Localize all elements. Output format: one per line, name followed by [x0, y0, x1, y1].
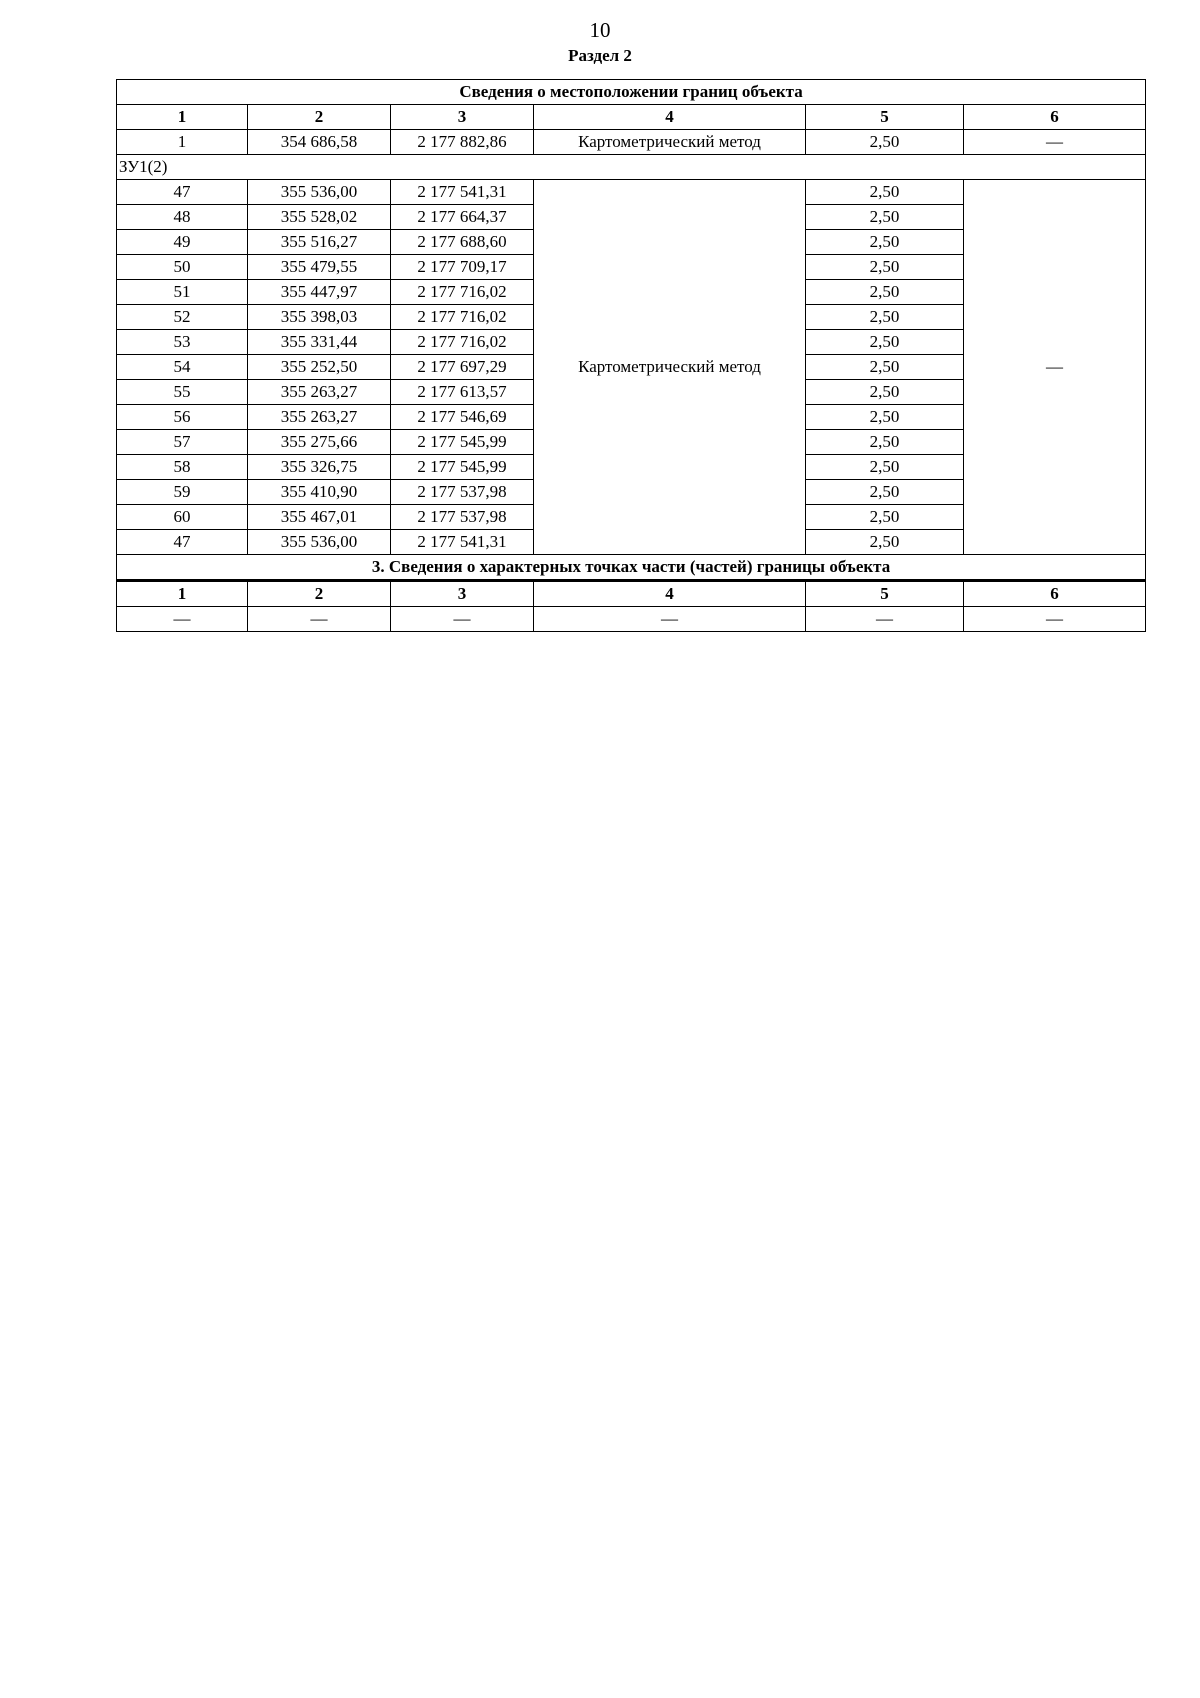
- column-header: 3: [391, 105, 534, 130]
- precision-cell: 2,50: [806, 280, 964, 305]
- table-cell: —: [806, 607, 964, 632]
- point-number: 49: [117, 230, 248, 255]
- y-coordinate: 2 177 546,69: [391, 405, 534, 430]
- column-header: 5: [806, 581, 964, 607]
- x-coordinate: 355 275,66: [248, 430, 391, 455]
- y-coordinate: 2 177 697,29: [391, 355, 534, 380]
- point-number: 54: [117, 355, 248, 380]
- column-header: 4: [534, 105, 806, 130]
- column-header: 2: [248, 581, 391, 607]
- precision-cell: 2,50: [806, 505, 964, 530]
- precision-cell: 2,50: [806, 230, 964, 255]
- method-cell: Картометрический метод: [534, 180, 806, 555]
- precision-cell: 2,50: [806, 455, 964, 480]
- precision-cell: 2,50: [806, 380, 964, 405]
- precision-cell: 2,50: [806, 180, 964, 205]
- point-number: 51: [117, 280, 248, 305]
- y-coordinate: 2 177 537,98: [391, 505, 534, 530]
- x-coordinate: 355 326,75: [248, 455, 391, 480]
- y-coordinate: 2 177 545,99: [391, 455, 534, 480]
- column-header: 6: [964, 581, 1146, 607]
- point-number: 50: [117, 255, 248, 280]
- table-cell: 1: [117, 130, 248, 155]
- point-number: 58: [117, 455, 248, 480]
- x-coordinate: 355 536,00: [248, 180, 391, 205]
- table-header-row: [117, 105, 1146, 130]
- y-coordinate: 2 177 537,98: [391, 480, 534, 505]
- point-number: 47: [117, 530, 248, 555]
- precision-cell: 2,50: [806, 530, 964, 555]
- precision-cell: 2,50: [806, 205, 964, 230]
- x-coordinate: 355 410,90: [248, 480, 391, 505]
- y-coordinate: 2 177 716,02: [391, 330, 534, 355]
- column-header: 3: [391, 581, 534, 607]
- table-cell: —: [117, 607, 248, 632]
- column-header: 1: [117, 581, 248, 607]
- table-cell: —: [391, 607, 534, 632]
- y-coordinate: 2 177 688,60: [391, 230, 534, 255]
- y-coordinate: 2 177 541,31: [391, 530, 534, 555]
- boundary-table: [116, 79, 1146, 632]
- precision-cell: 2,50: [806, 480, 964, 505]
- table-cell: —: [248, 607, 391, 632]
- section3-title: 3. Сведения о характерных точках части (частей) границы объекта: [117, 555, 1146, 581]
- table-cell: 2,50: [806, 130, 964, 155]
- table-title-row: [117, 80, 1146, 105]
- point-number: 60: [117, 505, 248, 530]
- x-coordinate: 355 467,01: [248, 505, 391, 530]
- x-coordinate: 355 263,27: [248, 380, 391, 405]
- table-cell: Картометрический метод: [534, 130, 806, 155]
- x-coordinate: 355 331,44: [248, 330, 391, 355]
- y-coordinate: 2 177 664,37: [391, 205, 534, 230]
- precision-cell: 2,50: [806, 405, 964, 430]
- table-row: [117, 180, 1146, 205]
- column-header: 1: [117, 105, 248, 130]
- note-cell: —: [964, 180, 1146, 555]
- column-header: 6: [964, 105, 1146, 130]
- table-cell: —: [964, 607, 1146, 632]
- point-number: 59: [117, 480, 248, 505]
- precision-cell: 2,50: [806, 430, 964, 455]
- x-coordinate: 355 252,50: [248, 355, 391, 380]
- x-coordinate: 355 516,27: [248, 230, 391, 255]
- point-number: 48: [117, 205, 248, 230]
- x-coordinate: 355 398,03: [248, 305, 391, 330]
- y-coordinate: 2 177 545,99: [391, 430, 534, 455]
- section3-row: [117, 607, 1146, 632]
- point-number: 57: [117, 430, 248, 455]
- point-number: 52: [117, 305, 248, 330]
- table-cell: 2 177 882,86: [391, 130, 534, 155]
- point-number: 55: [117, 380, 248, 405]
- column-header: 5: [806, 105, 964, 130]
- column-header: 4: [534, 581, 806, 607]
- x-coordinate: 355 536,00: [248, 530, 391, 555]
- table-body: [117, 80, 1146, 632]
- section3-title-row: [117, 555, 1146, 581]
- precision-cell: 2,50: [806, 305, 964, 330]
- y-coordinate: 2 177 716,02: [391, 305, 534, 330]
- group-label-row: [117, 155, 1146, 180]
- column-header: 2: [248, 105, 391, 130]
- table-title: Сведения о местоположении границ объекта: [117, 80, 1146, 105]
- x-coordinate: 355 528,02: [248, 205, 391, 230]
- point-number: 56: [117, 405, 248, 430]
- table-cell: —: [964, 130, 1146, 155]
- point-number: 47: [117, 180, 248, 205]
- section3-header-row: [117, 581, 1146, 607]
- precision-cell: 2,50: [806, 330, 964, 355]
- table-row: [117, 130, 1146, 155]
- y-coordinate: 2 177 709,17: [391, 255, 534, 280]
- table-cell: —: [534, 607, 806, 632]
- x-coordinate: 355 447,97: [248, 280, 391, 305]
- precision-cell: 2,50: [806, 255, 964, 280]
- y-coordinate: 2 177 541,31: [391, 180, 534, 205]
- y-coordinate: 2 177 613,57: [391, 380, 534, 405]
- x-coordinate: 355 263,27: [248, 405, 391, 430]
- group-label: ЗУ1(2): [117, 155, 1146, 180]
- x-coordinate: 355 479,55: [248, 255, 391, 280]
- precision-cell: 2,50: [806, 355, 964, 380]
- section-title: Раздел 2: [568, 46, 632, 65]
- y-coordinate: 2 177 716,02: [391, 280, 534, 305]
- page-number: 10: [589, 18, 611, 42]
- point-number: 53: [117, 330, 248, 355]
- table-cell: 354 686,58: [248, 130, 391, 155]
